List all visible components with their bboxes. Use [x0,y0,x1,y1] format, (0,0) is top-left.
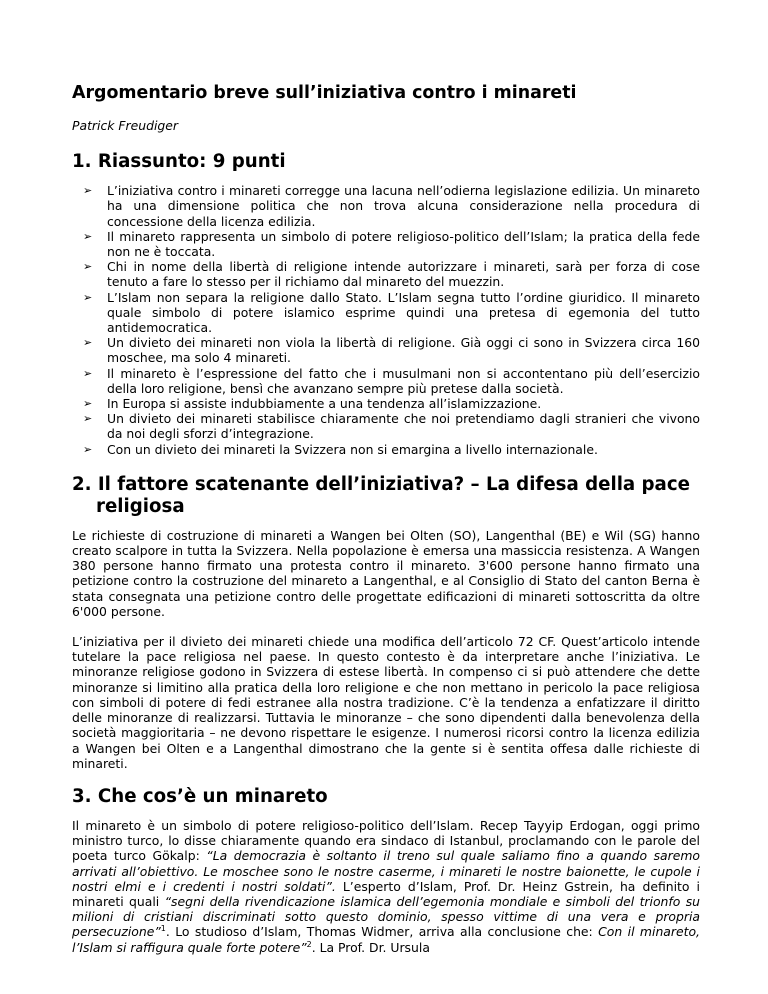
summary-point [72,259,700,289]
summary-point [72,183,700,229]
quote-erdogan: “La democrazia è soltanto il treno sul quale saliamo fino a quando saremo arrivati all’obiettivo. Le moschee sono le nostre caserme, i minareti le nostre baionette, le cupole i nostri elmi e i credenti i nostri soldati”. [72,848,700,894]
summary-point [72,442,700,457]
summary-point-text: Chi in nome della libertà di religione intende autorizzare i minareti, sarà per forza di cose tenuto a fare lo stesso per il richiamo dal minareto del muezzin. [107,259,700,290]
summary-point [72,396,700,411]
footnote-ref[interactable]: 1 [160,924,166,934]
summary-point-text: Un divieto dei minareti non viola la libertà di religione. Già oggi ci sono in Svizzera circa 160 moschee, ma solo 4 minareti. [107,335,700,366]
arrow-bullet-icon: ➢ [83,290,93,304]
summary-point-text: Il minareto rappresenta un simbolo di potere religioso-politico dell’Islam; la pratica della fede non ne è toccata. [107,228,700,260]
summary-point-text: Il minareto è l’espressione del fatto che i musulmani non si accontentano più dell’esercizio della loro religione, bensì che avanzano sempre più pretese dalla società. [107,365,700,396]
section-2-paragraph: Le richieste di costruzione di minareti a Wangen bei Olten (SO), Langenthal (BE) e Wil (SG) hanno creato scalpore in tutta la Svizzera. Nella popolazione è emersa una massiccia resistenza. A Wangen 380 persone hanno firmato una protesta contro il minareto. 3'600 persone hanno firmato una petizione contro la costruzione del minareto a Langenthal, e al Consiglio di Stato del canton Berna è stata consegnata una petizione contro delle progettate edificazioni di minareti sottoscritta da oltre 6'000 persone. [72,527,700,619]
arrow-bullet-icon: ➢ [83,412,93,426]
summary-point-text: Un divieto dei minareti stabilisce chiaramente che noi pretendiamo dagli stranieri che vivono da noi degli sforzi d’integrazione. [107,411,700,442]
summary-point-text: L’Islam non separa la religione dallo Stato. L’Islam segna tutto l’ordine giuridico. Il minareto quale simbolo di potere islamico esprime quindi una pretesa di egemonia del tutto antidemocratica. [107,289,700,336]
quote-widmer: Con il minareto, l’Islam si raffigura quale forte potere” [72,924,700,955]
section-1-heading: 1. Riassunto: 9 punti [72,151,286,173]
section-3-heading: 3. Che cos’è un minareto [72,785,328,807]
summary-point [72,290,700,336]
arrow-bullet-icon: ➢ [83,184,93,198]
summary-point [72,411,700,441]
section-2-paragraph: L’iniziativa per il divieto dei minareti chiede una modifica dell’articolo 72 CF. Quest’articolo intende tutelare la pace religiosa nel paese. In questo contesto è da interpretare anche l’iniziativa. Le minoranze religiose godono in Svizzera di estese libertà. In compenso ci si può attendere che dette minoranze si limitino alla pratica della loro religione e che non mettano in pericolo la pace religiosa con simboli di potere di fedi estranee alla nostra tradizione. C’è la tendenza a enfatizzare il diritto delle minoranze di realizzarsi. Tuttavia le minoranze – che sono dipendenti dalla benevolenza della società maggioritaria – ne devono rispettare le esigenze. I numerosi ricorsi contro la licenza edilizia a Wangen bei Olten e a Langenthal dimostrano che la gente si è sentita offesa dalle richieste di minareti. [72,634,700,771]
author-name: Patrick Freudiger [72,118,178,133]
summary-point-text: L’iniziativa contro i minareti corregge una lacuna nell’odierna legislazione edilizia. Un minareto ha una dimensione politica che non trova alcuna considerazione nella procedura di concessione della licenza edilizia. [107,183,700,229]
arrow-bullet-icon: ➢ [83,260,93,274]
summary-points-list [72,183,700,457]
summary-point [72,229,700,259]
arrow-bullet-icon: ➢ [83,366,93,380]
section-3-paragraph [72,818,700,955]
summary-point-text: In Europa si assiste indubbiamente a una tendenza all’islamizzazione. [107,396,542,412]
paragraph-text: . La Prof. Dr. Ursula [311,939,430,955]
footnote-ref[interactable]: 2 [306,939,312,949]
document-title: Argomentario breve sull’iniziativa contro i minareti [72,83,577,103]
document-page [72,82,700,970]
arrow-bullet-icon: ➢ [83,229,93,243]
summary-point [72,366,700,396]
arrow-bullet-icon: ➢ [83,442,93,456]
arrow-bullet-icon: ➢ [83,336,93,350]
paragraph-text: Il minareto è un simbolo di potere religioso-politico dell’Islam. Recep Tayyip Erdogan, oggi primo ministro turco, lo disse chiaramente quando era sindaco di Istanbul, proclamando con le parole del poeta turco Gökalp: [72,817,700,864]
arrow-bullet-icon: ➢ [83,397,93,411]
section-2-heading: 2. Il fattore scatenante dell’iniziativa? – La difesa della pace religiosa [72,473,690,517]
paragraph-text: L’esperto d’Islam, Prof. Dr. Heinz Gstrein, ha definito i minareti quali [72,878,700,909]
paragraph-text: . Lo studioso d’Islam, Thomas Widmer, arriva alla conclusione che: [165,924,599,940]
quote-gstrein: “segni della rivendicazione islamica dell’egemonia mondiale e simboli del trionfo su milioni di cristiani discriminati sotto questo dominio, spesso vittime di una vera e propria persecuzione” [72,893,701,940]
summary-point-text: Con un divieto dei minareti la Svizzera non si emargina a livello internazionale. [107,441,598,457]
summary-point [72,335,700,365]
